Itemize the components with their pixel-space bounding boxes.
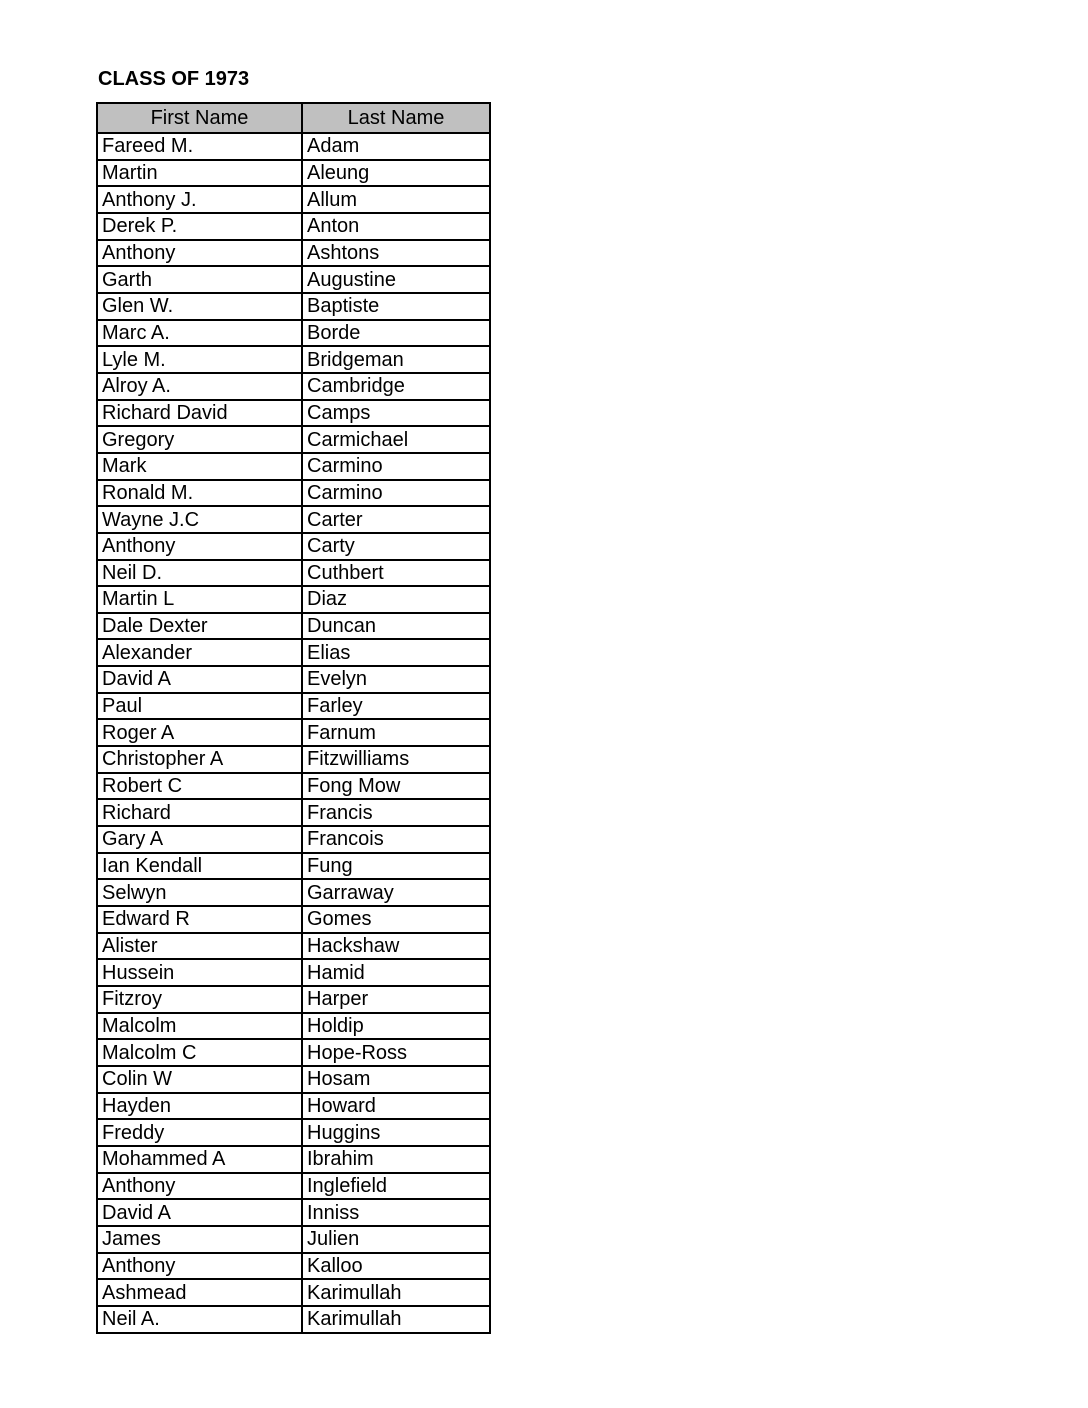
first-name-cell: Martin	[97, 160, 302, 187]
table-row	[97, 586, 490, 613]
first-name-cell: Alexander	[97, 639, 302, 666]
table-row	[97, 1093, 490, 1120]
first-name-cell: Derek P.	[97, 213, 302, 240]
table-row	[97, 1066, 490, 1093]
header-row	[97, 103, 490, 133]
last-name-cell: Francis	[302, 799, 490, 826]
first-name-cell: Gary A	[97, 826, 302, 853]
table-row	[97, 1306, 490, 1333]
table-row	[97, 1279, 490, 1306]
table-row	[97, 986, 490, 1013]
first-name-cell: Fareed M.	[97, 133, 302, 160]
table-row	[97, 933, 490, 960]
table-row	[97, 1039, 490, 1066]
last-name-cell: Howard	[302, 1093, 490, 1120]
last-name-cell: Fung	[302, 853, 490, 880]
last-name-cell: Carty	[302, 533, 490, 560]
first-name-cell: Wayne J.C	[97, 506, 302, 533]
first-name-cell: Freddy	[97, 1119, 302, 1146]
table-row	[97, 320, 490, 347]
first-name-cell: Alroy A.	[97, 373, 302, 400]
page-title: CLASS OF 1973	[98, 68, 250, 90]
last-name-cell: Evelyn	[302, 666, 490, 693]
last-name-cell: Hackshaw	[302, 933, 490, 960]
last-name-cell: Carter	[302, 506, 490, 533]
column-header-first-name: First Name	[97, 103, 302, 133]
last-name-cell: Garraway	[302, 879, 490, 906]
table-row	[97, 373, 490, 400]
first-name-cell: Malcolm C	[97, 1039, 302, 1066]
last-name-cell: Julien	[302, 1226, 490, 1253]
table-row	[97, 879, 490, 906]
last-name-cell: Ibrahim	[302, 1146, 490, 1173]
table-row	[97, 480, 490, 507]
first-name-cell: Ashmead	[97, 1279, 302, 1306]
last-name-cell: Gomes	[302, 906, 490, 933]
last-name-cell: Elias	[302, 639, 490, 666]
first-name-cell: Mark	[97, 453, 302, 480]
column-header-last-name: Last Name	[302, 103, 490, 133]
first-name-cell: Neil A.	[97, 1306, 302, 1333]
last-name-cell: Baptiste	[302, 293, 490, 320]
last-name-cell: Adam	[302, 133, 490, 160]
first-name-cell: Anthony J.	[97, 186, 302, 213]
table-row	[97, 719, 490, 746]
first-name-cell: Paul	[97, 693, 302, 720]
table-row	[97, 826, 490, 853]
table-row	[97, 453, 490, 480]
last-name-cell: Holdip	[302, 1013, 490, 1040]
roster-table	[96, 102, 491, 1334]
table-row	[97, 560, 490, 587]
table-row	[97, 213, 490, 240]
table-row	[97, 746, 490, 773]
last-name-cell: Bridgeman	[302, 346, 490, 373]
first-name-cell: Glen W.	[97, 293, 302, 320]
last-name-cell: Cuthbert	[302, 560, 490, 587]
table-row	[97, 1199, 490, 1226]
last-name-cell: Hamid	[302, 959, 490, 986]
table-row	[97, 773, 490, 800]
first-name-cell: Anthony	[97, 1173, 302, 1200]
table-body	[97, 133, 490, 1333]
first-name-cell: Selwyn	[97, 879, 302, 906]
table-row	[97, 1119, 490, 1146]
table-row	[97, 1173, 490, 1200]
table-row	[97, 1013, 490, 1040]
table-row	[97, 426, 490, 453]
first-name-cell: Ian Kendall	[97, 853, 302, 880]
table-row	[97, 1253, 490, 1280]
table-row	[97, 693, 490, 720]
last-name-cell: Huggins	[302, 1119, 490, 1146]
last-name-cell: Camps	[302, 400, 490, 427]
first-name-cell: Martin L	[97, 586, 302, 613]
first-name-cell: Anthony	[97, 240, 302, 267]
last-name-cell: Farnum	[302, 719, 490, 746]
last-name-cell: Augustine	[302, 266, 490, 293]
table-row	[97, 400, 490, 427]
first-name-cell: Anthony	[97, 1253, 302, 1280]
last-name-cell: Harper	[302, 986, 490, 1013]
table-row	[97, 506, 490, 533]
last-name-cell: Karimullah	[302, 1306, 490, 1333]
last-name-cell: Diaz	[302, 586, 490, 613]
table-row	[97, 133, 490, 160]
last-name-cell: Inglefield	[302, 1173, 490, 1200]
last-name-cell: Fitzwilliams	[302, 746, 490, 773]
first-name-cell: Dale Dexter	[97, 613, 302, 640]
first-name-cell: David A	[97, 666, 302, 693]
last-name-cell: Carmichael	[302, 426, 490, 453]
table-row	[97, 293, 490, 320]
table-row	[97, 186, 490, 213]
first-name-cell: Mohammed A	[97, 1146, 302, 1173]
table-row	[97, 1226, 490, 1253]
first-name-cell: Richard	[97, 799, 302, 826]
table-row	[97, 240, 490, 267]
table-row	[97, 639, 490, 666]
table-row	[97, 533, 490, 560]
last-name-cell: Karimullah	[302, 1279, 490, 1306]
last-name-cell: Anton	[302, 213, 490, 240]
last-name-cell: Duncan	[302, 613, 490, 640]
last-name-cell: Inniss	[302, 1199, 490, 1226]
first-name-cell: Roger A	[97, 719, 302, 746]
last-name-cell: Carmino	[302, 453, 490, 480]
table-row	[97, 799, 490, 826]
last-name-cell: Carmino	[302, 480, 490, 507]
first-name-cell: Marc A.	[97, 320, 302, 347]
first-name-cell: Hussein	[97, 959, 302, 986]
table-row	[97, 160, 490, 187]
last-name-cell: Ashtons	[302, 240, 490, 267]
last-name-cell: Cambridge	[302, 373, 490, 400]
table-row	[97, 666, 490, 693]
last-name-cell: Borde	[302, 320, 490, 347]
first-name-cell: Robert C	[97, 773, 302, 800]
last-name-cell: Hope-Ross	[302, 1039, 490, 1066]
first-name-cell: Gregory	[97, 426, 302, 453]
first-name-cell: Richard David	[97, 400, 302, 427]
table-row	[97, 906, 490, 933]
first-name-cell: James	[97, 1226, 302, 1253]
first-name-cell: Hayden	[97, 1093, 302, 1120]
last-name-cell: Farley	[302, 693, 490, 720]
first-name-cell: Garth	[97, 266, 302, 293]
first-name-cell: Anthony	[97, 533, 302, 560]
last-name-cell: Kalloo	[302, 1253, 490, 1280]
table-row	[97, 853, 490, 880]
table-row	[97, 266, 490, 293]
table-row	[97, 959, 490, 986]
first-name-cell: Fitzroy	[97, 986, 302, 1013]
first-name-cell: David A	[97, 1199, 302, 1226]
last-name-cell: Fong Mow	[302, 773, 490, 800]
table-row	[97, 346, 490, 373]
first-name-cell: Edward R	[97, 906, 302, 933]
first-name-cell: Ronald M.	[97, 480, 302, 507]
first-name-cell: Alister	[97, 933, 302, 960]
last-name-cell: Francois	[302, 826, 490, 853]
first-name-cell: Neil D.	[97, 560, 302, 587]
table-row	[97, 613, 490, 640]
last-name-cell: Allum	[302, 186, 490, 213]
table-row	[97, 1146, 490, 1173]
last-name-cell: Aleung	[302, 160, 490, 187]
first-name-cell: Lyle M.	[97, 346, 302, 373]
table-header	[97, 103, 490, 133]
first-name-cell: Colin W	[97, 1066, 302, 1093]
first-name-cell: Christopher A	[97, 746, 302, 773]
last-name-cell: Hosam	[302, 1066, 490, 1093]
first-name-cell: Malcolm	[97, 1013, 302, 1040]
